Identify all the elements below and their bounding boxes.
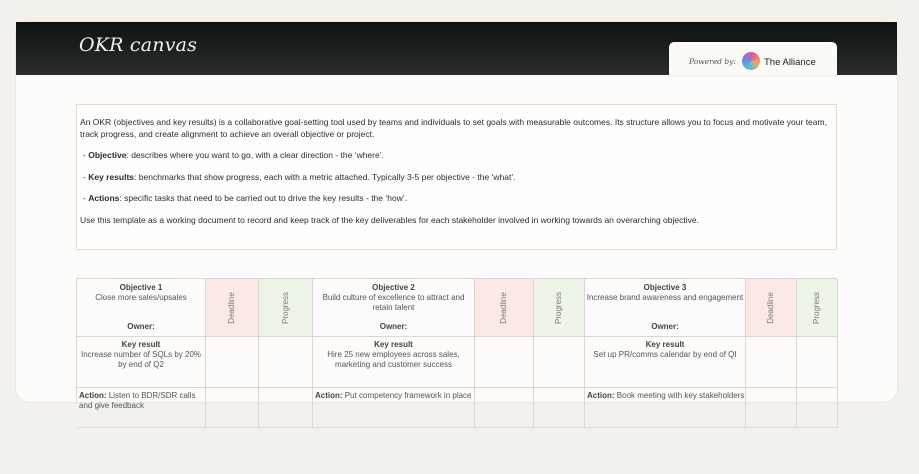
page-title: OKR canvas <box>79 34 198 56</box>
okr-canvas-card <box>16 22 897 410</box>
objective-3-desc: Increase brand awareness and engagement <box>586 293 744 302</box>
objective-2-owner: Owner: <box>379 322 408 331</box>
powered-by-label: Powered by: <box>689 57 736 66</box>
objective-3-progress-header: Progress <box>797 279 838 337</box>
key-result-3-cell[interactable]: Key result Set up PR/comms calendar by end of QI <box>585 337 746 388</box>
canvas-header <box>16 22 897 75</box>
objective-1-desc: Close more sales/upsales <box>95 293 187 302</box>
powered-by-badge[interactable] <box>669 42 837 75</box>
intro-text-box <box>76 104 837 250</box>
alliance-logo-icon <box>742 52 760 70</box>
objective-2-progress-header: Progress <box>534 279 585 337</box>
action-1-cell[interactable]: Action: Listen to BDR/SDR calls and give feedback <box>77 388 206 428</box>
key-result-1-cell[interactable]: Key result Increase number of SQLs by 20% by end of Q2 <box>77 337 206 388</box>
objective-2-cell[interactable] <box>313 279 475 337</box>
key-result-1-text: Increase number of SQLs by 20% by end of Q2 <box>80 350 202 369</box>
objective-1-owner: Owner: <box>127 322 155 331</box>
objective-1-progress-header: Progress <box>259 279 313 337</box>
key-result-1-deadline[interactable] <box>206 337 259 388</box>
intro-footer: Use this template as a working document to record and keep track of the key deliverables for each stakeholder involved in working towards an overarching objective. <box>80 214 699 225</box>
objective-2-deadline-header: Deadline <box>475 279 534 337</box>
brand-name: The Alliance <box>764 57 816 68</box>
objective-1-title: Objective 1 <box>119 283 163 292</box>
bullet-key-results: - Key results: benchmarks that show progress, each with a metric attached. Typically 3-5 per objective - the ‘what’. <box>83 171 516 182</box>
objective-3-deadline-header: Deadline <box>746 279 797 337</box>
action-2-progress[interactable] <box>534 388 585 428</box>
key-result-3-text: Set up PR/comms calendar by end of QI <box>593 350 737 359</box>
bullet-objective: - Objective: describes where you want to go, with a clear direction - the ‘where’. <box>83 150 384 160</box>
key-result-2-cell[interactable]: Key result Hire 25 new employees across sales, marketing and customer success <box>313 337 475 388</box>
objective-3-owner: Owner: <box>651 322 679 331</box>
action-3-progress[interactable] <box>797 388 838 428</box>
action-3-deadline[interactable] <box>746 388 797 428</box>
objective-1-cell[interactable] <box>77 279 206 337</box>
intro-paragraph: An OKR (objectives and key results) is a collaborative goal-setting tool used by teams and individuals to set goals with measurable outcomes. Its structure allows you to focus and motivate your team, track progress, and create alignment to achieve an overall objective or project. <box>80 117 827 139</box>
objective-3-cell[interactable] <box>585 279 746 337</box>
key-result-2-progress[interactable] <box>534 337 585 388</box>
action-2-cell[interactable]: Action: Put competency framework in place <box>313 388 475 428</box>
objective-3-title: Objective 3 <box>643 283 687 292</box>
key-result-1-progress[interactable] <box>259 337 313 388</box>
objective-2-title: Objective 2 <box>372 283 415 292</box>
action-1-progress[interactable] <box>259 388 313 428</box>
okr-table <box>76 278 837 410</box>
key-result-3-progress[interactable] <box>797 337 838 388</box>
action-3-cell[interactable]: Action: Book meeting with key stakeholders <box>585 388 746 428</box>
action-2-deadline[interactable] <box>475 388 534 428</box>
key-result-3-deadline[interactable] <box>746 337 797 388</box>
objective-2-desc: Build culture of excellence to attract and retain talent <box>322 293 465 312</box>
bullet-actions: - Actions: specific tasks that need to be carried out to drive the key results - the ‘how’. <box>83 193 408 203</box>
key-result-2-text: Hire 25 new employees across sales, marketing and customer success <box>327 350 460 369</box>
key-result-2-deadline[interactable] <box>475 337 534 388</box>
objective-1-deadline-header: Deadline <box>206 279 259 337</box>
action-1-deadline[interactable] <box>206 388 259 428</box>
